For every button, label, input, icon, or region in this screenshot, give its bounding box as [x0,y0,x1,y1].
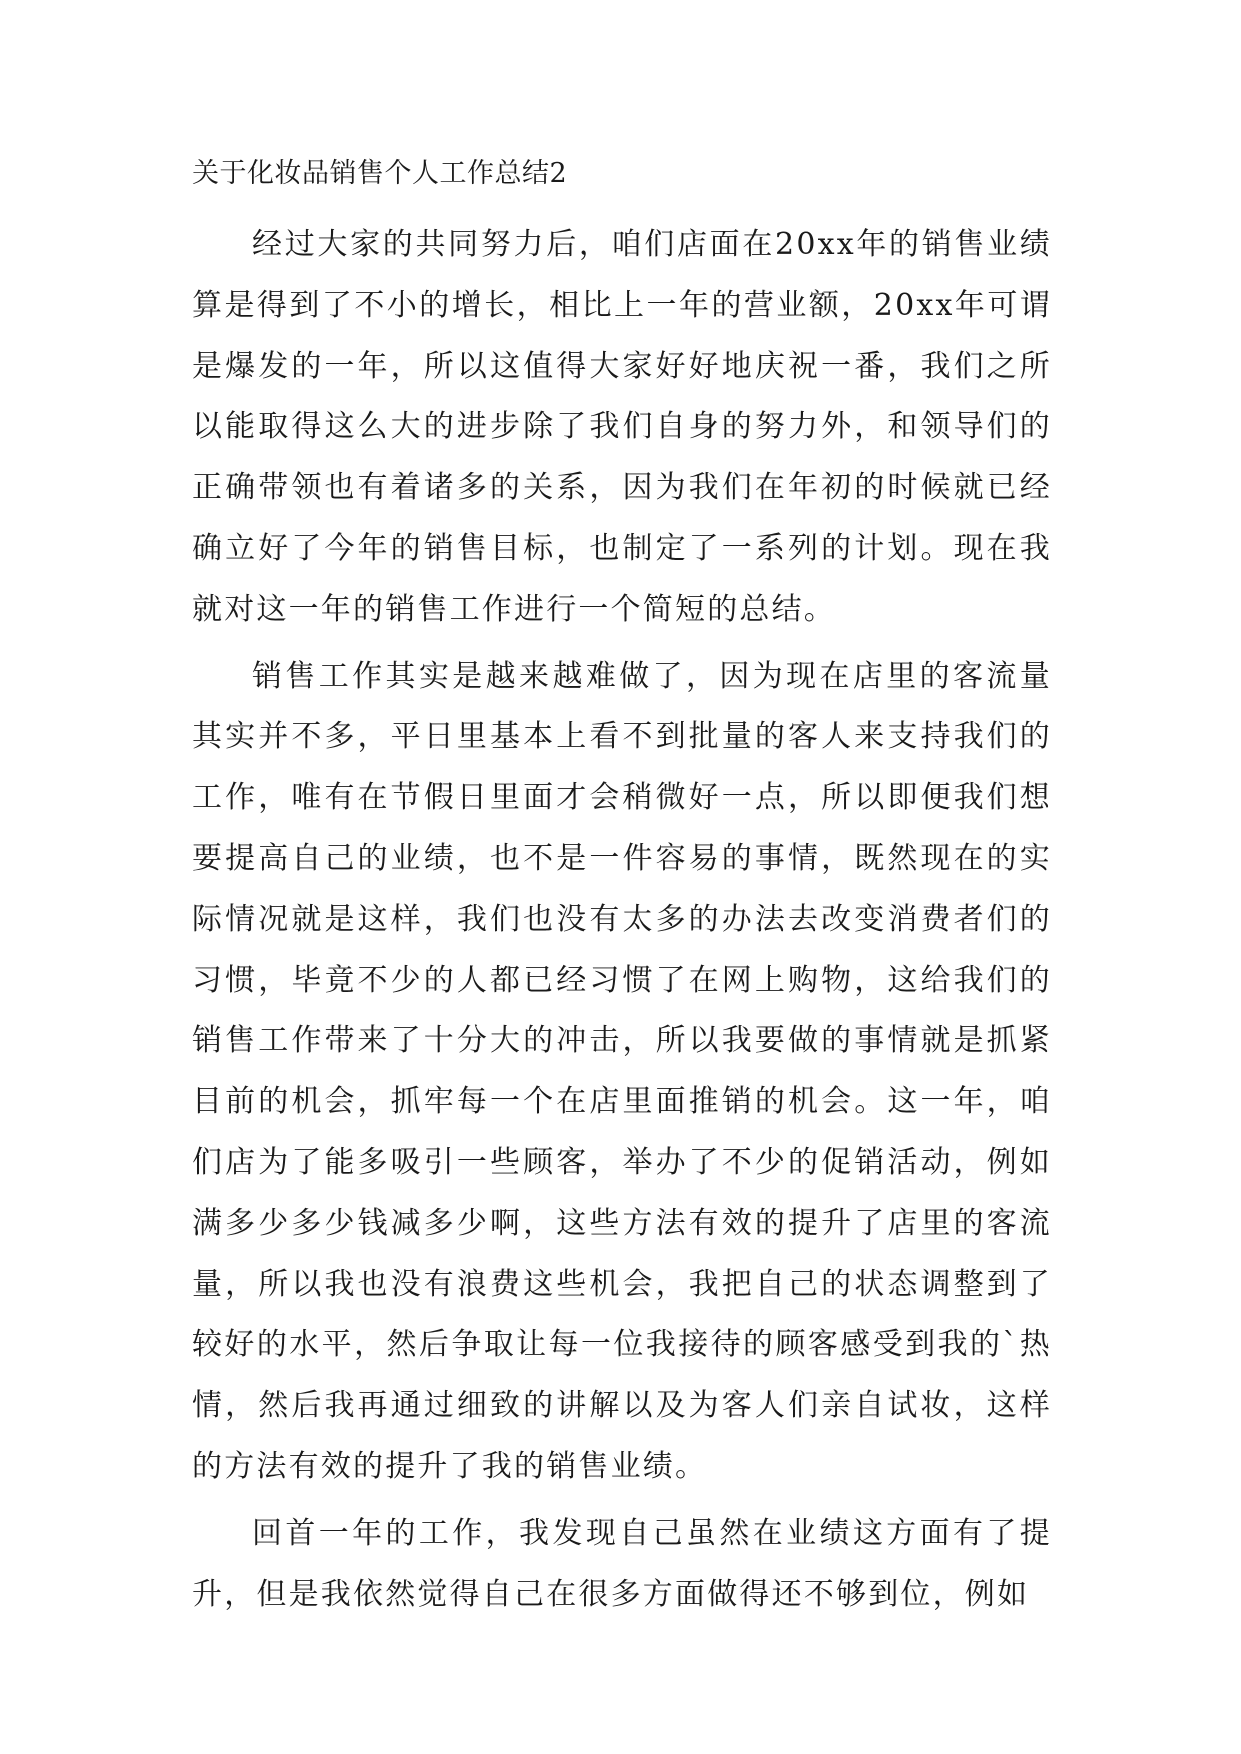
document-body [192,158,1052,1631]
paragraph-1: 经过大家的共同努力后，咱们店面在20xx年的销售业绩算是得到了不小的增长，相比上一年的营业额，20xx年可谓是爆发的一年，所以这值得大家好好地庆祝一番，我们之所以能取得这么大的进步除了我们自身的努力外，和领导们的正确带领也有着诸多的关系，因为我们在年初的时候就已经确立好了今年的销售目标，也制定了一系列的计划。现在我就对这一年的销售工作进行一个简短的总结。 [192,227,1052,627]
paragraph-2: 销售工作其实是越来越难做了，因为现在店里的客流量其实并不多，平日里基本上看不到批量的客人来支持我们的工作，唯有在节假日里面才会稍微好一点，所以即便我们想要提高自己的业绩，也不是一件容易的事情，既然现在的实际情况就是这样，我们也没有太多的办法去改变消费者们的习惯，毕竟不少的人都已经习惯了在网上购物，这给我们的销售工作带来了十分大的冲击，所以我要做的事情就是抓紧目前的机会，抓牢每一个在店里面推销的机会。这一年，咱们店为了能多吸引一些顾客，举办了不少的促销活动，例如满多少多少钱减多少啊，这些方法有效的提升了店里的客流量，所以我也没有浪费这些机会，我把自己的状态调整到了较好的水平，然后争取让每一位我接待的顾客感受到我的`热情，然后我再通过细致的讲解以及为客人们亲自试妆，这样的方法有效的提升了我的销售业绩。 [192,658,1052,1484]
document-title: 关于化妆品销售个人工作总结2 [192,158,568,189]
paragraph-3: 回首一年的工作，我发现自己虽然在业绩这方面有了提升，但是我依然觉得自己在很多方面做得还不够到位，例如 [192,1515,1052,1612]
